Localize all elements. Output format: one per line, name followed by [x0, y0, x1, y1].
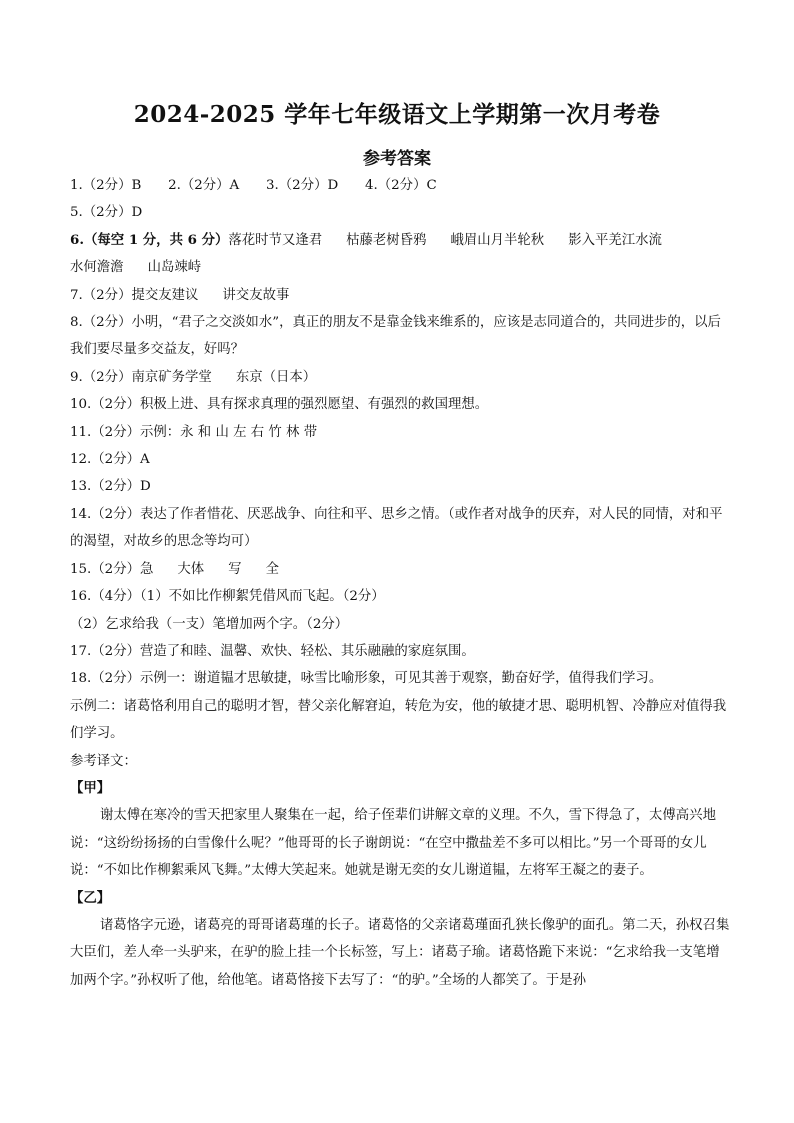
answer-14: 14.（2分）表达了作者惜花、厌恶战争、向往和平、思乡之情。（或作者对战争的厌弃，对人民的同情，对和平的渴望，对故乡的思念等均可） — [70, 506, 723, 550]
answer-1-4: 1.（2分）B 2.（2分）A 3.（2分）D 4.（2分）C — [70, 178, 437, 193]
answer-6-item: 影入平羌江水流 — [568, 232, 662, 248]
answer-17: 17.（2分）营造了和睦、温馨、欢快、轻松、其乐融融的家庭氛围。 — [70, 643, 475, 659]
translation-yi-text: 诸葛恪字元逊，诸葛亮的哥哥诸葛瑾的长子。诸葛恪的父亲诸葛瑾面孔狭长像驴的面孔。第二天，孙权召集大臣们，差人牵一头驴来，在驴的脸上挂一个长标签，写上：诸葛子瑜。诸葛恪跪下来说：“乞求给我一支笔增加两个字。”孙权听了他，给他笔。诸葛恪接下去写了：“的驴。”全场的人都笑了。于是孙 — [70, 917, 730, 988]
answer-18-example-1: 18.（2分）示例一：谢道韫才思敏捷，咏雪比喻形象，可见其善于观察，勤奋好学，值得我们学习。 — [70, 671, 663, 687]
answer-15 — [70, 556, 730, 583]
answer-content — [70, 172, 730, 994]
answer-8: 8.（2分）小明，“君子之交淡如水”，真正的朋友不是靠金钱来维系的，应该是志同道合的，共同进步的，以后我们要尽量多交益友，好吗？ — [70, 315, 721, 358]
answer-6-item: 水何澹澹 — [70, 260, 124, 276]
answer-9-item: 南京矿务学堂 — [131, 369, 212, 385]
translation-label: 参考译文： — [70, 753, 137, 769]
answer-15-item: 大体 — [177, 561, 205, 577]
answer-7-prefix: 7.（2分） — [70, 287, 132, 303]
answer-13: 13.（2分）D — [70, 479, 151, 495]
answer-6-item: 峨眉山月半轮秋 — [450, 232, 545, 248]
page-subtitle: 参考答案 — [363, 149, 431, 169]
answer-15-item: 全 — [265, 561, 279, 577]
answer-6 — [70, 227, 730, 282]
answer-9-prefix: 9.（2分） — [70, 369, 132, 385]
translation-jia-heading: 【甲】 — [70, 779, 111, 796]
answer-7 — [70, 282, 730, 309]
translation-yi-heading: 【乙】 — [70, 889, 111, 906]
answer-6-item: 山岛竦峙 — [147, 260, 202, 276]
answer-9-item: 东京（日本） — [235, 369, 317, 385]
answer-11: 11.（2分）示例：永 和 山 左 右 竹 林 带 — [70, 424, 318, 440]
answer-7-item: 提交友建议 — [131, 287, 199, 303]
answer-6-prefix: 6.（每空 1 分，共 6 分） — [70, 231, 229, 248]
answer-16-part-1: 16.（4分）（1）不如比作柳絮凭借风而飞起。（2分） — [70, 589, 385, 605]
answer-6-item: 枯藤老树昏鸦 — [346, 232, 427, 248]
answer-16-part-2: （2）乞求给我（一支）笔增加两个字。（2分） — [70, 616, 349, 632]
answer-15-item: 写 — [228, 561, 242, 577]
answer-15-item: 急 — [140, 561, 154, 577]
answer-5: 5.（2分）D — [70, 205, 143, 221]
answer-12: 12.（2分）A — [70, 452, 150, 468]
answer-15-prefix: 15.（2分） — [70, 561, 140, 577]
translation-jia-text: 谢太傅在寒冷的雪天把家里人聚集在一起，给子侄辈们讲解文章的义理。不久，雪下得急了，太傅高兴地说：“这纷纷扬扬的白雪像什么呢？”他哥哥的长子谢朗说：“在空中撒盐差不多可以相比。”另一个哥哥的女儿说：“不如比作柳絮乘风飞舞。”太傅大笑起来。她就是谢无奕的女儿谢道韫，左将军王凝之的妻子。 — [70, 808, 716, 879]
answer-10: 10.（2分）积极上进、具有探求真理的强烈愿望、有强烈的救国理想。 — [70, 397, 489, 413]
page-title: 2024-2025 学年七年级语文上学期第一次月考卷 — [133, 101, 661, 128]
answer-6-item: 落花时节又逢君 — [228, 232, 323, 248]
answer-7-item: 讲交友故事 — [222, 287, 290, 303]
answer-9 — [70, 364, 730, 391]
answer-18-example-2: 示例二：诸葛恪利用自己的聪明才智，替父亲化解窘迫，转危为安，他的敏捷才思、聪明机智、冷静应对值得我们学习。 — [70, 698, 727, 742]
